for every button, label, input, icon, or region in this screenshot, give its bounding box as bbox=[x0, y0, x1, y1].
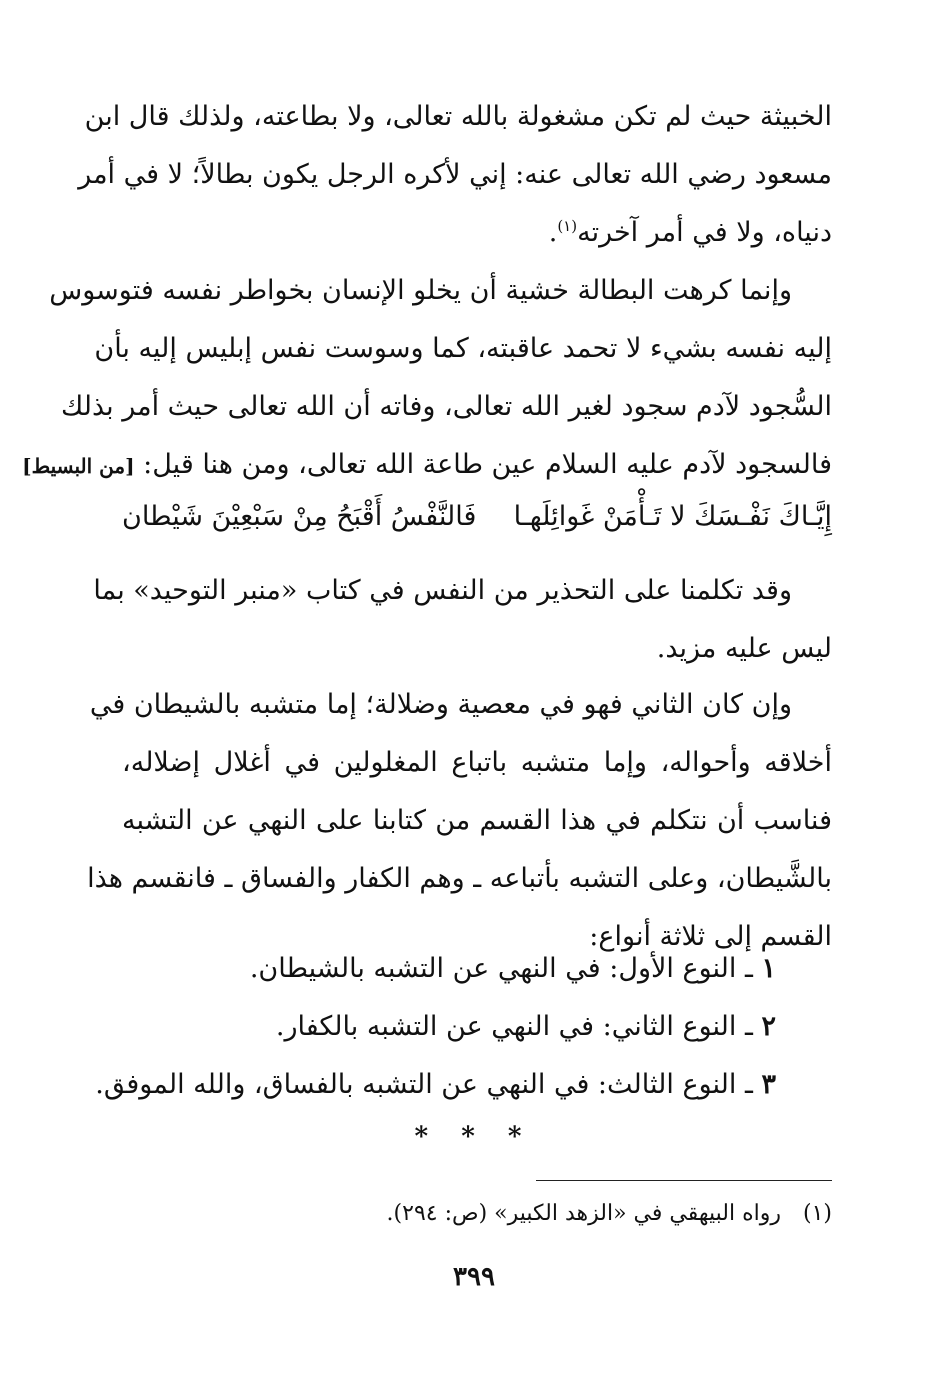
paragraph-4-line-2: أخلاقه وأحواله، وإما متشبه باتباع المغلولين في أغلال إضلاله، bbox=[122, 747, 832, 778]
paragraph-2-line-3: السُّجود لآدم سجود لغير الله تعالى، وفاته أن الله تعالى حيث أمر بذلك bbox=[60, 391, 832, 422]
list-item-number: ٢ bbox=[761, 1011, 776, 1042]
paragraph-1-line-1: الخبيثة حيث لم تكن مشغولة بالله تعالى، ولا بطاعته، ولذلك قال ابن bbox=[84, 101, 832, 132]
poetic-meter-tag: [من البسيط] bbox=[22, 454, 135, 478]
list-item bbox=[122, 998, 832, 1056]
list-item-label: ـ النوع الثالث: في النهي عن التشبه بالفساق، والله الموفق. bbox=[95, 1069, 753, 1100]
list-item-label: ـ النوع الأول: في النهي عن التشبه بالشيطان. bbox=[249, 953, 753, 984]
verse-first-hemistich: إِيَّـاكَ نَفْـسَكَ لا تَـأْمَنْ غَوائِلَهـا bbox=[513, 501, 832, 532]
paragraph-4-line-3: فناسب أن نتكلم في هذا القسم من كتابنا على النهي عن التشبه bbox=[122, 805, 832, 836]
paragraph-4-line-1: وإن كان الثاني فهو في معصية وضلالة؛ إما متشبه بالشيطان في bbox=[89, 689, 792, 720]
list-item bbox=[122, 940, 832, 998]
footnote-number: (١) bbox=[802, 1201, 832, 1226]
paragraph-2-last-text: فالسجود لآدم عليه السلام عين طاعة الله تعالى، ومن هنا قيل: bbox=[143, 449, 832, 480]
footnote-divider bbox=[536, 1180, 832, 1181]
paragraph-2-line-1: وإنما كرهت البطالة خشية أن يخلو الإنسان بخواطر نفسه فتوسوس bbox=[49, 275, 792, 306]
footnote-marker: (١) bbox=[557, 217, 578, 235]
paragraph-1-line-3 bbox=[122, 204, 832, 262]
paragraph-3-line-1: وقد تكلمنا على التحذير من النفس في كتاب «منبر التوحيد» بما bbox=[93, 575, 792, 606]
paragraph-4-line-5: القسم إلى ثلاثة أنواع: bbox=[589, 921, 832, 952]
paragraph-1-line-2: مسعود رضي الله تعالى عنه: إني لأكره الرجل يكون بطالاً؛ لا في أمر bbox=[78, 159, 832, 190]
page-number: ٣٩٩ bbox=[453, 1262, 495, 1292]
list-item-label: ـ النوع الثاني: في النهي عن التشبه بالكفار. bbox=[275, 1011, 753, 1042]
paragraph-2-line-2: إليه نفسه بشيء لا تحمد عاقبته، كما وسوست نفس إبليس إليه بأن bbox=[94, 333, 832, 364]
types-list bbox=[95, 940, 832, 1114]
footnote bbox=[122, 1196, 832, 1232]
list-item-number: ١ bbox=[761, 953, 776, 984]
paragraph-4-line-4: بالشَّيطان، وعلى التشبه بأتباعه ـ وهم الكفار والفساق ـ فانقسم هذا bbox=[87, 863, 832, 894]
paragraph-1-last-text: دنياه، ولا في أمر آخرته bbox=[577, 217, 832, 248]
footnote-text: رواه البيهقي في «الزهد الكبير» (ص: ٢٩٤). bbox=[386, 1201, 781, 1226]
list-item-number: ٣ bbox=[761, 1069, 776, 1100]
list-item bbox=[95, 1056, 832, 1114]
poetry-verse bbox=[122, 488, 832, 546]
paragraph-2-line-4 bbox=[22, 436, 832, 494]
verse-second-hemistich: فَالنَّفْسُ أَقْبَحُ مِنْ سَبْعِيْنَ شَيْطان bbox=[122, 501, 477, 532]
section-separator: * * * bbox=[414, 1122, 534, 1152]
paragraph-3-line-2: ليس عليه مزيد. bbox=[656, 633, 832, 664]
paragraph-3 bbox=[93, 562, 832, 678]
paragraph-4 bbox=[87, 676, 832, 966]
paragraph-2 bbox=[22, 262, 832, 494]
paragraph-1 bbox=[78, 88, 832, 262]
paragraph-1-end-mark: . bbox=[548, 217, 558, 248]
